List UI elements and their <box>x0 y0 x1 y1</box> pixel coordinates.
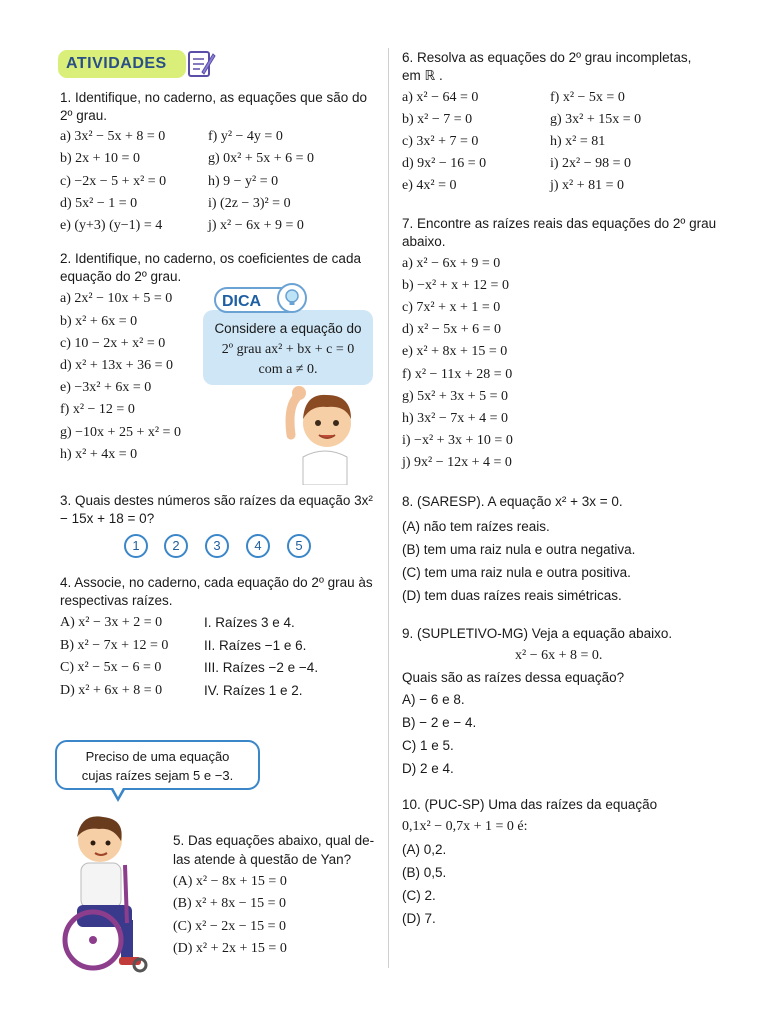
q8-option-c: (C) tem uma raiz nula e outra positiva. <box>402 565 631 580</box>
q9-option-a: A) − 6 e 8. <box>402 692 465 707</box>
pencil-notepad-icon <box>186 46 216 80</box>
q2-stem-line2: equação do 2º grau. <box>60 269 182 284</box>
q9-stem: 9. (SUPLETIVO-MG) Veja a equação abaixo. <box>402 626 673 641</box>
q4-root-iii: III. Raízes −2 e −4. <box>204 660 319 675</box>
q5-option-b: (B) x² + 8x − 15 = 0 <box>173 896 287 911</box>
q10-option-a: (A) 0,2. <box>402 842 447 857</box>
q8-stem: 8. (SARESP). A equação x² + 3x = 0. <box>402 494 623 509</box>
q2-item-f: f) x² − 12 = 0 <box>60 402 135 417</box>
q1-item-a: a) 3x² − 5x + 8 = 0 <box>60 129 166 144</box>
q7-stem-line1: 7. Encontre as raízes reais das equações do 2º grau <box>402 216 717 231</box>
q2-item-a: a) 2x² − 10x + 5 = 0 <box>60 291 173 306</box>
q4-stem-line2: respectivas raízes. <box>60 593 173 608</box>
q2-stem-line1: 2. Identifique, no caderno, os coeficientes de cada <box>60 251 361 266</box>
q1-item-h: h) 9 − y² = 0 <box>208 174 279 189</box>
q2-item-c: c) 10 − 2x + x² = 0 <box>60 336 166 351</box>
boy-wheelchair-illustration <box>55 805 170 975</box>
q1-item-g: g) 0x² + 5x + 6 = 0 <box>208 151 315 166</box>
q6-item-c: c) 3x² + 7 = 0 <box>402 134 479 149</box>
q1-item-i: i) (2z − 3)² = 0 <box>208 196 291 211</box>
q7-item-e: e) x² + 8x + 15 = 0 <box>402 344 508 359</box>
q3-stem-line1: 3. Quais destes números são raízes da equação 3x² <box>60 493 373 508</box>
q7-item-d: d) x² − 5x + 6 = 0 <box>402 322 502 337</box>
q6-item-b: b) x² − 7 = 0 <box>402 112 473 127</box>
q6-item-f: f) x² − 5x = 0 <box>550 90 625 105</box>
q5-option-c: (C) x² − 2x − 15 = 0 <box>173 919 287 934</box>
q4-root-i: I. Raízes 3 e 4. <box>204 615 295 630</box>
q9-question: Quais são as raízes dessa equação? <box>402 670 625 685</box>
q10-option-b: (B) 0,5. <box>402 865 447 880</box>
q2-item-g: g) −10x + 25 + x² = 0 <box>60 425 181 440</box>
q9-equation: x² − 6x + 8 = 0. <box>515 648 603 663</box>
q6-stem-line1: 6. Resolva as equações do 2º grau incompletas, <box>402 50 692 65</box>
q4-eq-a: A) x² − 3x + 2 = 0 <box>60 615 163 630</box>
q6-item-j: j) x² + 81 = 0 <box>550 178 625 193</box>
q3-option-5: 5 <box>287 534 311 558</box>
q9-option-b: B) − 2 e − 4. <box>402 715 477 730</box>
q5-stem-line1: 5. Das equações abaixo, qual de- <box>173 833 375 848</box>
q7-item-j: j) 9x² − 12x + 4 = 0 <box>402 455 512 470</box>
q1-item-c: c) −2x − 5 + x² = 0 <box>60 174 167 189</box>
q3-option-3: 3 <box>205 534 229 558</box>
column-divider <box>388 48 389 968</box>
q1-item-j: j) x² − 6x + 9 = 0 <box>208 218 304 233</box>
tip-line2: 2º grau ax² + bx + c = 0 <box>221 342 355 357</box>
q6-item-d: d) 9x² − 16 = 0 <box>402 156 487 171</box>
q5-stem-line2: las atende à questão de Yan? <box>173 852 352 867</box>
q6-item-a: a) x² − 64 = 0 <box>402 90 479 105</box>
q6-item-g: g) 3x² + 15x = 0 <box>550 112 642 127</box>
q3-option-4: 4 <box>246 534 270 558</box>
speech-line2: cujas raízes sejam 5 e −3. <box>81 768 234 783</box>
speech-bubble <box>55 740 260 790</box>
q4-root-ii: II. Raízes −1 e 6. <box>204 638 307 653</box>
q6-item-i: i) 2x² − 98 = 0 <box>550 156 632 171</box>
lightbulb-icon <box>277 283 307 313</box>
q8-option-b: (B) tem uma raiz nula e outra negativa. <box>402 542 636 557</box>
q6-item-h: h) x² = 81 <box>550 134 606 149</box>
q2-item-b: b) x² + 6x = 0 <box>60 314 138 329</box>
tip-line1: Considere a equação do <box>214 321 362 336</box>
q4-eq-b: B) x² − 7x + 12 = 0 <box>60 638 169 653</box>
q7-item-c: c) 7x² + x + 1 = 0 <box>402 300 501 315</box>
q3-option-1: 1 <box>124 534 148 558</box>
q3-option-2: 2 <box>164 534 188 558</box>
q7-item-h: h) 3x² − 7x + 4 = 0 <box>402 411 509 426</box>
q7-stem-line2: abaixo. <box>402 234 446 249</box>
boy-waving-illustration <box>285 375 365 485</box>
q10-stem-line2: 0,1x² − 0,7x + 1 = 0 é: <box>402 819 528 834</box>
q9-option-d: D) 2 e 4. <box>402 761 454 776</box>
tip-tag: DICA <box>214 287 300 313</box>
activities-badge: ATIVIDADES <box>58 50 186 78</box>
q1-item-b: b) 2x + 10 = 0 <box>60 151 140 166</box>
q10-stem-line1: 10. (PUC-SP) Uma das raízes da equação <box>402 797 658 812</box>
q3-stem-line2: − 15x + 18 = 0? <box>60 511 155 526</box>
q1-item-e: e) (y+3) (y−1) = 4 <box>60 218 163 233</box>
q4-root-iv: IV. Raízes 1 e 2. <box>204 683 303 698</box>
q9-option-c: C) 1 e 5. <box>402 738 454 753</box>
q4-stem-line1: 4. Associe, no caderno, cada equação do 2º grau às <box>60 575 373 590</box>
q7-item-a: a) x² − 6x + 9 = 0 <box>402 256 501 271</box>
q8-option-a: (A) não tem raízes reais. <box>402 519 550 534</box>
q10-option-c: (C) 2. <box>402 888 436 903</box>
tip-line3: com a ≠ 0. <box>258 362 318 377</box>
q1-item-f: f) y² − 4y = 0 <box>208 129 283 144</box>
q4-eq-c: C) x² − 5x − 6 = 0 <box>60 660 162 675</box>
q5-option-d: (D) x² + 2x + 15 = 0 <box>173 941 287 956</box>
q4-eq-d: D) x² + 6x + 8 = 0 <box>60 683 163 698</box>
q1-stem-line1: 1. Identifique, no caderno, as equações que são do <box>60 90 367 105</box>
q2-item-d: d) x² + 13x + 36 = 0 <box>60 358 174 373</box>
q1-stem-line2: 2º grau. <box>60 108 107 123</box>
q1-item-d: d) 5x² − 1 = 0 <box>60 196 138 211</box>
q5-option-a: (A) x² − 8x + 15 = 0 <box>173 874 287 889</box>
q10-option-d: (D) 7. <box>402 911 436 926</box>
q7-item-i: i) −x² + 3x + 10 = 0 <box>402 433 513 448</box>
speech-bubble-tail-inner <box>112 786 124 797</box>
q2-item-h: h) x² + 4x = 0 <box>60 447 138 462</box>
q2-item-e: e) −3x² + 6x = 0 <box>60 380 152 395</box>
q7-item-g: g) 5x² + 3x + 5 = 0 <box>402 389 509 404</box>
q6-stem-line2: em ℝ . <box>402 68 443 83</box>
q7-item-b: b) −x² + x + 12 = 0 <box>402 278 509 293</box>
q7-item-f: f) x² − 11x + 28 = 0 <box>402 367 513 382</box>
q6-item-e: e) 4x² = 0 <box>402 178 457 193</box>
speech-line1: Preciso de uma equação <box>85 749 230 764</box>
q8-option-d: (D) tem duas raízes reais simétricas. <box>402 588 622 603</box>
